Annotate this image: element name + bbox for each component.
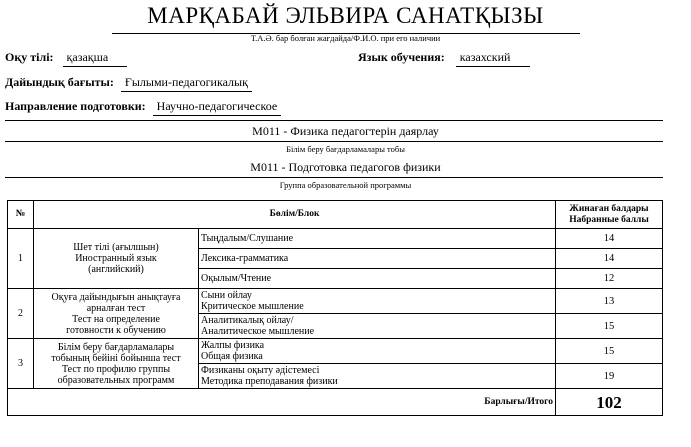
total-row [8, 389, 663, 416]
program-kz-underline [5, 141, 663, 142]
group-name-line: образовательных программ [57, 374, 175, 386]
score-cell: 14 [556, 249, 663, 269]
direction-ru-label: Направление подготовки: [5, 99, 146, 113]
study-language-kz-value: қазақша [63, 50, 127, 67]
program-ru: M011 - Подготовка педагогов физики [250, 160, 441, 174]
subject-cell [199, 339, 556, 364]
group-number: 2 [8, 289, 34, 339]
group-name [34, 289, 199, 339]
subject-line: Тыңдалым/Слушание [201, 233, 294, 244]
subject-line: Физиканы оқыту әдістемесі [201, 365, 320, 376]
group-name-line: готовности к обучению [66, 324, 166, 336]
group-number: 1 [8, 229, 34, 289]
col-header-block: Бөлім/Блок [34, 201, 556, 229]
group-name-line: Тест по профилю группы [61, 363, 171, 375]
program-kz: M011 - Физика педагогтерін даярлау [252, 124, 439, 138]
direction-kz-value: Ғылыми-педагогикалық [121, 75, 252, 92]
group-name-line: арналған тест [86, 302, 146, 314]
group-name-line: Оқуға дайындығын анықтауға [51, 291, 181, 303]
group-number: 3 [8, 339, 34, 389]
subject-line: Аналитическое мышление [201, 326, 315, 337]
group-name-line: Шет тілі (ағылшын) [73, 242, 159, 253]
subject-cell [199, 289, 556, 314]
table-row [8, 289, 663, 314]
direction-ru [5, 99, 281, 116]
subject-cell [199, 314, 556, 339]
direction-ru-value: Научно-педагогическое [153, 99, 282, 116]
student-full-name: МАРҚАБАЙ ЭЛЬВИРА САНАТҚЫЗЫ [147, 3, 544, 28]
results-table [7, 200, 663, 416]
study-language-ru [358, 50, 530, 67]
table-header-row [8, 201, 663, 229]
group-name-line: Иностранный язык [75, 253, 157, 264]
subject-line: Критическое мышление [201, 301, 304, 312]
subject-line: Лексика-грамматика [201, 253, 289, 264]
subject-cell [199, 269, 556, 289]
subject-line: Аналитикалық ойлау/ [201, 315, 294, 326]
subject-line: Оқылым/Чтение [201, 273, 272, 284]
total-label: Барлығы/Итого [8, 389, 556, 416]
group-name-line: Білім беру бағдарламалары [57, 341, 175, 353]
total-value: 102 [556, 389, 663, 416]
study-language-kz-label: Оқу тілі: [5, 50, 54, 64]
score-cell: 12 [556, 269, 663, 289]
direction-kz-label: Дайындық бағыты: [5, 75, 114, 89]
subject-cell [199, 229, 556, 249]
group-name-line: Тест на определение [72, 313, 160, 325]
score-cell: 14 [556, 229, 663, 249]
direction-kz [5, 75, 252, 92]
group-name [34, 229, 199, 289]
program-top-rule [5, 120, 663, 121]
col-header-score [556, 201, 663, 229]
group-name [34, 339, 199, 389]
score-cell: 15 [556, 339, 663, 364]
subject-line: Сыни ойлау [201, 290, 252, 301]
subject-line: Общая физика [201, 351, 263, 362]
score-cell: 15 [556, 314, 663, 339]
program-ru-caption: Группа образовательной программы [279, 180, 412, 190]
group-name-line: тобының бейіні бойынша тест [51, 352, 181, 364]
fio-caption: Т.А.Ә. бар болған жағдайда/Ф.И.О. при его наличии [250, 33, 441, 43]
table-row [8, 339, 663, 364]
study-language-ru-label: Язык обучения: [358, 50, 445, 64]
score-cell: 19 [556, 364, 663, 389]
subject-line: Методика преподавания физики [201, 376, 338, 387]
score-cell: 13 [556, 289, 663, 314]
program-ru-underline [5, 177, 663, 178]
study-language-kz [5, 50, 127, 67]
table-row [8, 229, 663, 249]
subject-cell [199, 249, 556, 269]
subject-line: Жалпы физика [201, 340, 265, 351]
col-header-score-kz: Жинаған балдары [569, 203, 649, 214]
subject-cell [199, 364, 556, 389]
col-header-score-ru: Набранные баллы [569, 214, 649, 225]
col-header-number: № [8, 201, 34, 229]
program-kz-caption: Білім беру бағдарламалары тобы [286, 144, 405, 154]
study-language-ru-value: казахский [456, 50, 530, 67]
group-name-line: (английский) [88, 264, 144, 275]
